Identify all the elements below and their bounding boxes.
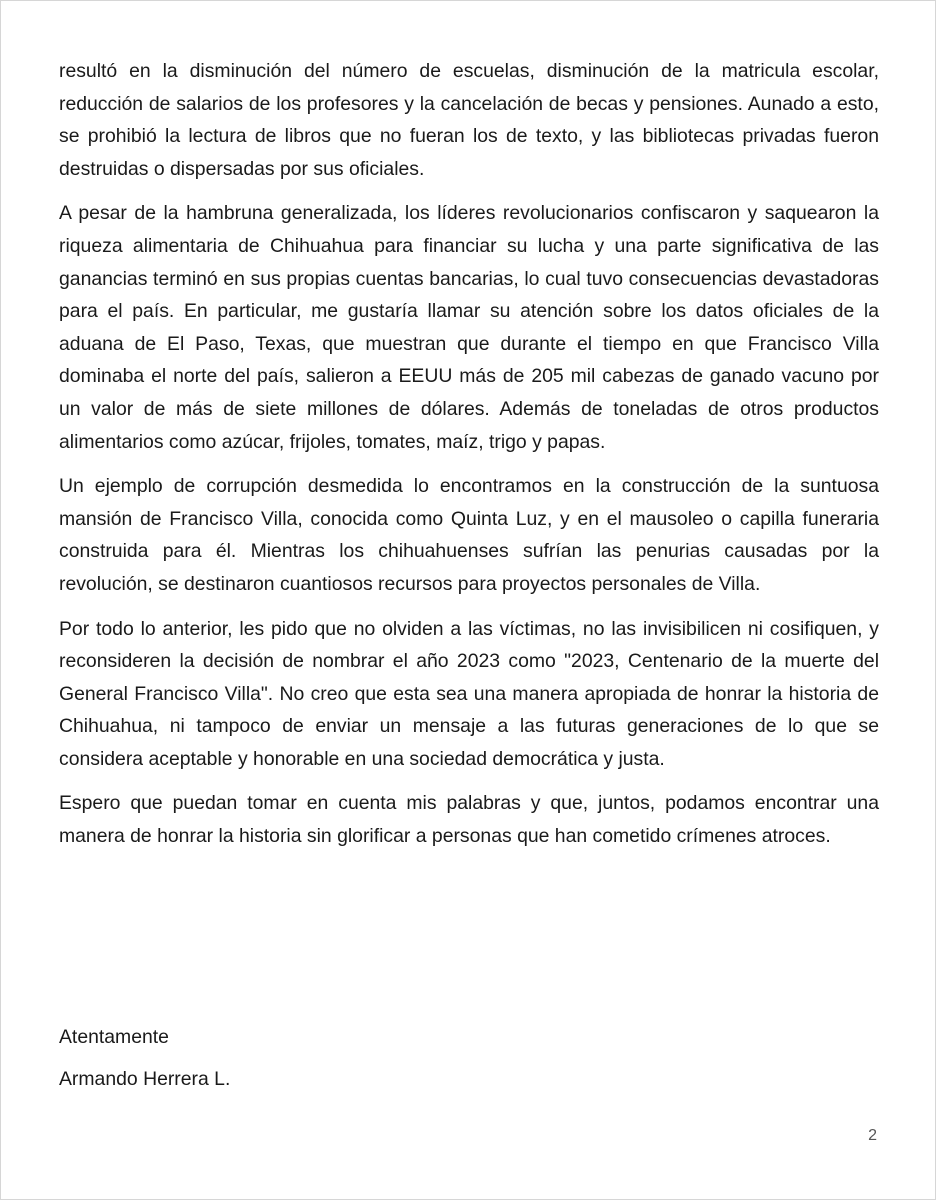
- paragraph-education-cuts: resultó en la disminución del número de escuelas, disminución de la matricula escolar, reducción de salarios de los profesores y la cancelación de becas y pensiones. Aunado a esto, se prohibió la lectura de libros que no fueran los de texto, y las bibliotecas privadas fueron destruidas o dispersadas por sus oficiales.: [59, 60, 879, 180]
- paragraph-corruption: Un ejemplo de corrupción desmedida lo encontramos en la construcción de la suntuosa mansión de Francisco Villa, conocida como Quinta Luz, y en el mausoleo o capilla funeraria construida para él. Mientras los chihuahuenses sufrían las penurias causadas por la revolución, se destinaron cuantiosos recursos para proyectos personales de Villa.: [59, 475, 879, 595]
- page-number: 2: [868, 1127, 877, 1144]
- closing-salutation: Atentamente: [59, 1026, 169, 1048]
- closing-block: [59, 1021, 230, 1104]
- paragraph-request: Por todo lo anterior, les pido que no olviden a las víctimas, no las invisibilicen ni cosifiquen, y reconsideren la decisión de nombrar el año 2023 como "2023, Centenario de la muerte del General Francisco Villa". No creo que esta sea una manera apropiada de honrar la historia de Chihuahua, ni tampoco de enviar un mensaje a las futuras generaciones de lo que se considera aceptable y honorable en una sociedad democrática y justa.: [59, 617, 879, 770]
- signature-name: Armando Herrera L.: [59, 1067, 231, 1090]
- paragraph-hope: Espero que puedan tomar en cuenta mis palabras y que, juntos, podamos encontrar una manera de honrar la historia sin glorificar a personas que han cometido crímenes atroces.: [59, 792, 879, 848]
- letter-body: [59, 55, 879, 865]
- paragraph-food-confiscation: A pesar de la hambruna generalizada, los líderes revolucionarios confiscaron y saquearon la riqueza alimentaria de Chihuahua para financiar su lucha y una parte significativa de las ganancias terminó en sus propias cuentas bancarias, lo cual tuvo consecuencias devastadoras para el país. En particular, me gustaría llamar su atención sobre los datos oficiales de la aduana de El Paso, Texas, que muestran que durante el tiempo en que Francisco Villa dominaba el norte del país, salieron a EEUU más de 205 mil cabezas de ganado vacuno por un valor de más de siete millones de dólares. Además de toneladas de otros productos alimentarios como azúcar, frijoles, tomates, maíz, trigo y papas.: [59, 202, 879, 453]
